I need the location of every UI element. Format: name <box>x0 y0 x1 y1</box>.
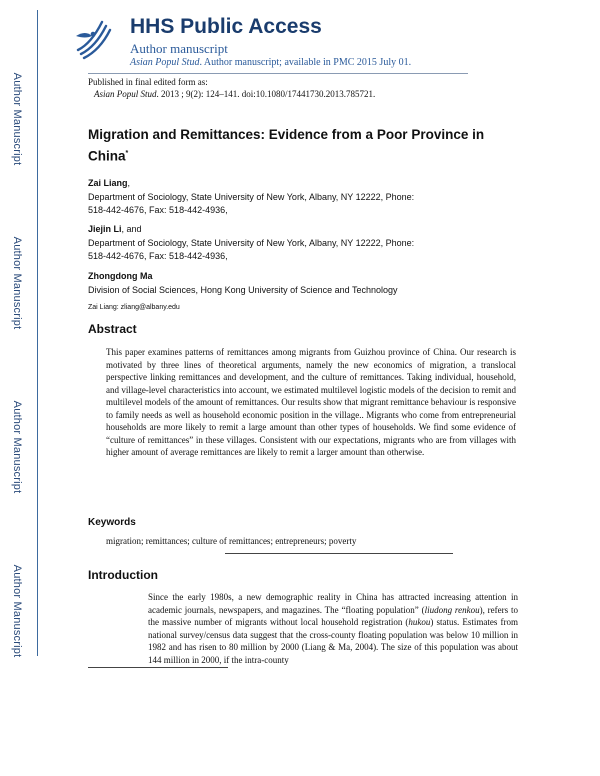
author-manuscript-subtitle: Author manuscript <box>130 41 228 56</box>
citation-line <box>94 89 375 99</box>
author-2-suffix: , and <box>121 224 142 234</box>
abstract-text: This paper examines patterns of remittances among migrants from Guizhou province of China. Our research is motivated by three lines of theoretical arguments, namely the new economics of migration, a translocal perspective linking remittances and development, and the culture of remittances. Taking individual, household, and village-level characteristics into account, we estimated multilevel logistic models of the decision to remit and multilevel models of the amount of remittances. Our results show that migrant remittance behaviour is responsive to family needs as well as household economic position in the village.. Migrants who come from entrepreneurial households are more likely to remit a large amount than other types of households. We find some evidence of “culture of remittances” in these villages. Consistent with our expectations, migrants who are from villages with higher amount of average remittances are likely to remit a larger amount than otherwise. <box>106 347 516 457</box>
author-1-name: Zai Liang <box>88 178 128 188</box>
hhs-eagle-logo-icon <box>72 16 116 62</box>
title-footnote-mark: * <box>125 150 129 157</box>
keywords-divider <box>225 553 453 554</box>
author-1-affiliation: Department of Sociology, State University of New York, Albany, NY 12222, Phone: <box>88 192 415 202</box>
article-title-text: Migration and Remittances: Evidence from a Poor Province in China <box>88 127 485 164</box>
introduction-heading: Introduction <box>88 568 158 582</box>
sidebar-label-4: Author Manuscript <box>11 564 23 658</box>
sidebar-label-2: Author Manuscript <box>11 236 23 330</box>
author-2-affiliation: Department of Sociology, State University of New York, Albany, NY 12222, Phone: <box>88 238 415 248</box>
article-title <box>88 125 508 166</box>
intro-part-1: Since the early 1980s, a new demographic reality in China has attracted increasing attention in academic journals, newspapers, and magazines. The “floating population” ( <box>148 592 518 615</box>
sidebar-label-3: Author Manuscript <box>11 400 23 494</box>
sidebar-label-1: Author Manuscript <box>11 72 23 166</box>
published-label: Published in final edited form as: <box>88 77 208 87</box>
sidebar-divider <box>37 10 38 656</box>
hhs-public-access-title: HHS Public Access <box>130 15 322 38</box>
author-2-name: Jiejin Li <box>88 224 122 234</box>
corresponding-email[interactable]: Zai Liang: zliang@albany.edu <box>88 304 180 311</box>
author-2-contact: 518-442-4676, Fax: 518-442-4936, <box>88 251 228 261</box>
citation-text: . 2013 ; 9(2): 124–141. doi:10.1080/17441730.2013.785721. <box>156 89 376 99</box>
keywords-text: migration; remittances; culture of remittances; entrepreneurs; poverty <box>106 536 357 546</box>
intro-term-liudong: liudong renkou <box>424 604 480 615</box>
intro-term-hukou: hukou <box>408 617 431 627</box>
keywords-heading: Keywords <box>88 517 136 528</box>
introduction-text <box>148 591 518 666</box>
author-3-affiliation: Division of Social Sciences, Hong Kong University of Science and Technology <box>88 285 398 295</box>
author-3-name: Zhongdong Ma <box>88 271 153 281</box>
intro-part-3: ) status. Estimates from national survey/census data suggest that the cross-county floating population was below 10 million in 1982 and has risen to 80 million by 2000 (Liang & Ma, 2004). The size of this population was about 144 million in 2000, if the intra-county <box>148 617 518 665</box>
author-1-contact: 518-442-4676, Fax: 518-442-4936, <box>88 205 228 215</box>
footnote-rule <box>88 667 228 668</box>
availability-text: . Author manuscript; available in PMC 2015 July 01. <box>199 57 412 68</box>
author-1-suffix: , <box>127 178 131 188</box>
abstract-heading: Abstract <box>88 322 137 336</box>
header-rule <box>88 73 468 74</box>
citation-journal: Asian Popul Stud <box>94 89 157 99</box>
author-2-line <box>88 223 142 236</box>
author-1-line <box>88 177 130 190</box>
author-3-line <box>88 270 152 283</box>
availability-line <box>130 57 411 68</box>
intro-part-2: ), refers to the massive number of migrants without local household registration ( <box>148 604 518 627</box>
journal-name: Asian Popul Stud <box>130 57 200 68</box>
